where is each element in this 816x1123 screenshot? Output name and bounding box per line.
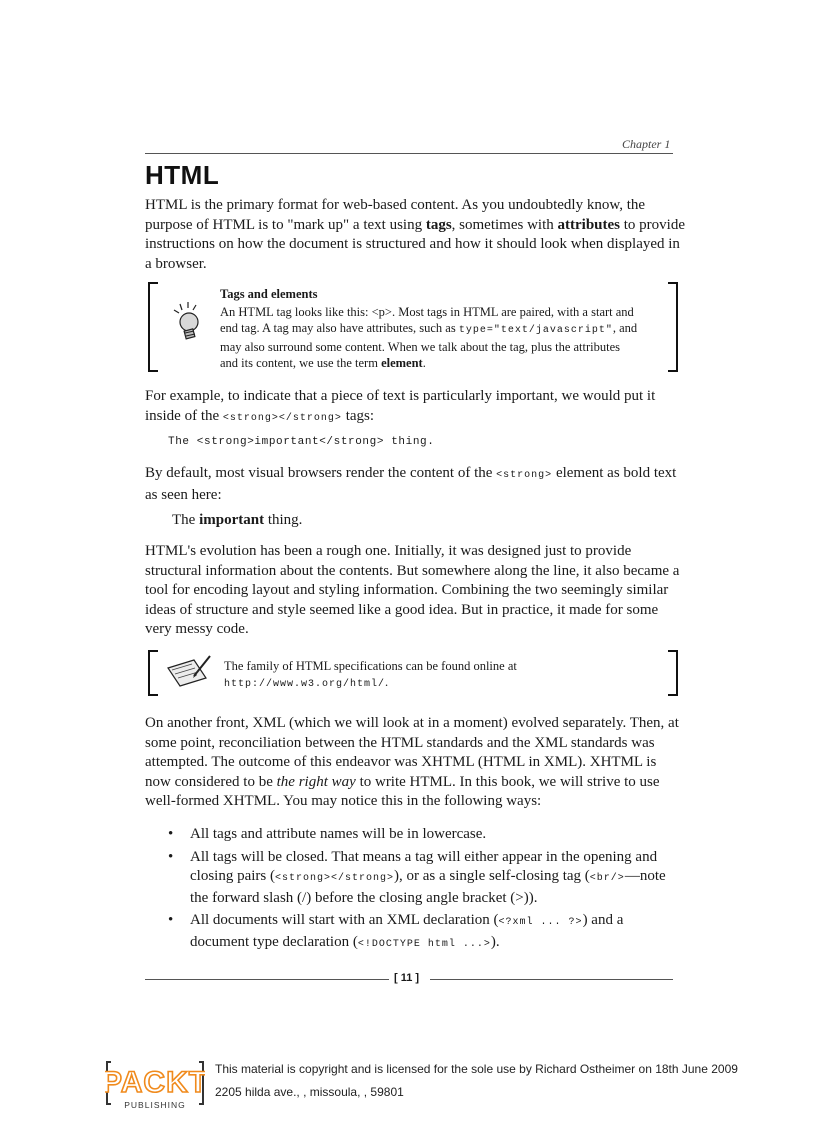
inline-code-strong-pair: <strong></strong> [222,412,342,424]
left-bracket [148,650,158,696]
evolution-paragraph: HTML's evolution has been a rough one. Initially, it was designed just to provide structural information about the contents. But somewhere along the line, it also became a tool for encoding layout and styling information. Combining the two seemingly similar ideas of structure and style seemed like a good idea. But in practice, it made for some very messy code. [145,543,680,637]
attributes-term: attributes [557,216,620,233]
license-line-2: 2205 hilda ave., , missoula, , 59801 [215,1085,404,1099]
xhtml-rules-list [168,825,668,957]
inline-code-strong: <strong> [496,470,553,481]
strong-tag-paragraph: For example, to indicate that a piece of text is particularly important, we would put it inside of the <strong></strong> tags: [145,388,656,424]
section-heading: HTML [145,160,220,190]
logo-brand: PACKT [105,1066,205,1099]
info-box-specifications [148,650,678,692]
packt-logo [105,1058,205,1110]
license-line-1: This material is copyright and is licensed for the sole use by Richard Ostheimer on 18th June 2009 [215,1062,738,1076]
list-item: • All documents will start with an XML declaration (<?xml ... ?>) and a document type declaration (<!DOCTYPE html ...>). [168,911,668,954]
right-bracket [668,282,678,372]
header-rule [145,153,673,154]
left-bracket [148,282,158,372]
important-word: important [199,512,265,528]
xhtml-paragraph: On another front, XML (which we will look at in a moment) evolved separately. Then, at some point, reconciliation between the HTML standards and the XML standards was attempted. The outcome of this endeavor was XHTML (HTML in XML). XHTML is now considered to be the right way to write HTML. In this book, we will strive to use well-formed XHTML. You may notice this in the following ways: [145,715,679,809]
element-term: element [381,356,423,370]
tip-box-tags-and-elements [148,282,678,368]
list-item: • All tags and attribute names will be in lowercase. [168,825,668,845]
footer-rule-right [430,979,673,980]
tip-title: Tags and elements [220,287,318,301]
pen-paper-icon [164,654,212,693]
right-way-emphasis: the right way [276,773,356,790]
intro-paragraph: HTML is the primary format for web-based content. As you undoubtedly know, the purpose of HTML is to "mark up" a text using tags, sometimes with attributes to provide instructions on how the document is structured and how it should look when displayed in a browser. [145,197,685,272]
inline-code-type: type="text/javascript" [458,325,613,336]
list-item: • All tags will be closed. That means a tag will either appear in the opening and closing pairs (<strong></strong>), or as a single self-closing tag (<br/>—note the forward slash (/) before the closing angle bracket (>)). [168,848,668,909]
page-number: [ 11 ] [394,972,420,984]
rendered-example: The important thing. [172,512,303,528]
footer-rule-left [145,979,389,980]
render-paragraph: By default, most visual browsers render the content of the <strong> element as bold text as seen here: [145,465,677,503]
code-example: The <strong>important</strong> thing. [168,436,435,448]
lightbulb-icon [170,300,204,349]
w3-link[interactable]: http://www.w3.org/html/ [224,679,386,690]
logo-sub: PUBLISHING [124,1100,186,1110]
right-bracket [668,650,678,696]
tip-text: Tags and elements An HTML tag looks like this: <p>. Most tags in HTML are paired, with a start and end tag. A tag may also have attributes, such as type="text/javascript", and may also surround some content. When we talk about the tag, plus the attributes and its content, we use the term element. [220,286,640,371]
tags-term: tags [425,216,452,233]
chapter-label: Chapter 1 [622,137,671,151]
info-text: The family of HTML specifications can be found online at http://www.w3.org/html/. [224,659,517,690]
